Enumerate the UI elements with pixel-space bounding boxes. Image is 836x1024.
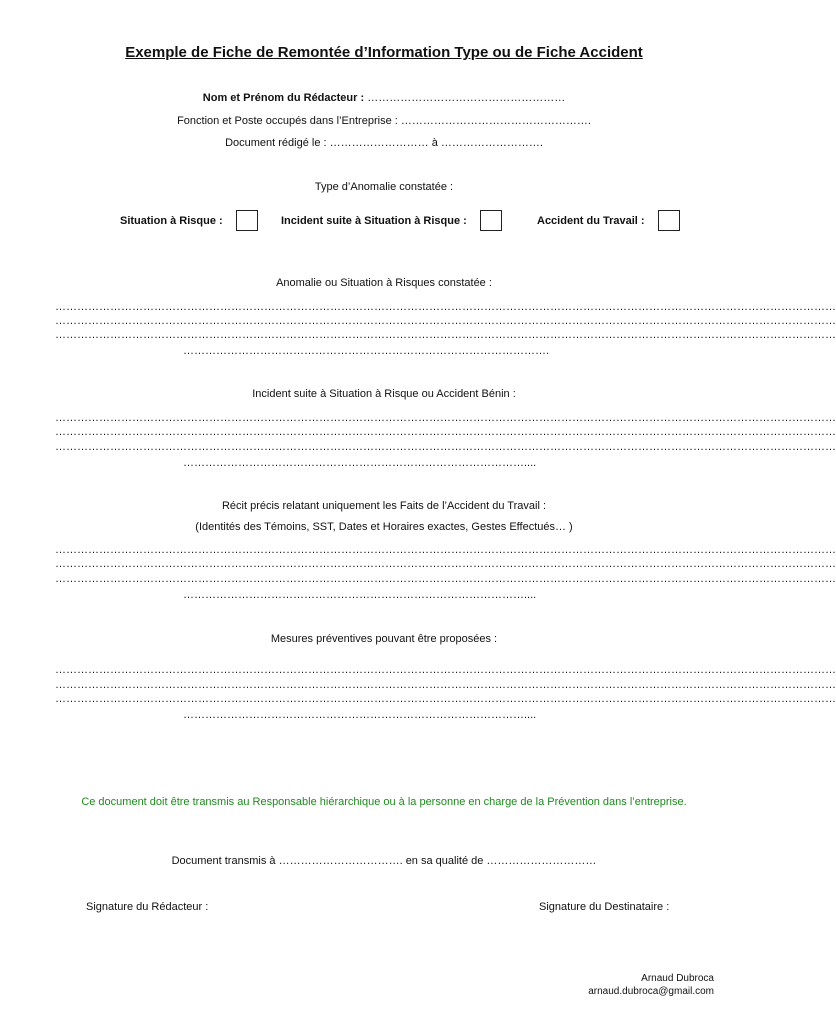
- situation-risque-label: Situation à Risque :: [120, 214, 223, 227]
- recit-line-short[interactable]: …………………………………………………………………………………....: [183, 589, 537, 601]
- transmis-line: [0, 855, 768, 867]
- anomalie-line[interactable]: ……………………………………………………………………………………………………………………………………………………………………………………………: [55, 315, 836, 327]
- incident-line[interactable]: ……………………………………………………………………………………………………………………………………………………………………………………………: [55, 412, 836, 424]
- qualite-label: en sa qualité de: [405, 855, 484, 867]
- transmis-field[interactable]: …………………………….: [278, 855, 403, 867]
- accident-label: Accident du Travail :: [537, 214, 645, 227]
- mesures-line[interactable]: ……………………………………………………………………………………………………………………………………………………………………………………………: [55, 664, 836, 676]
- signature-destinataire-label: Signature du Destinataire :: [539, 901, 670, 913]
- anomalie-line[interactable]: ……………………………………………………………………………………………………………………………………………………………………………………………: [55, 329, 836, 341]
- redacteur-field[interactable]: ………………………………………………: [367, 92, 566, 104]
- document-title: Exemple de Fiche de Remontée d’Information Type ou de Fiche Accident: [125, 44, 643, 61]
- incident-checkbox[interactable]: [480, 210, 502, 231]
- incident-line-short[interactable]: …………………………………………………………………………………....: [183, 457, 537, 469]
- type-anomalie-label: Type d’Anomalie constatée :: [314, 181, 454, 193]
- anomalie-line-short[interactable]: ……………………………………………………………………………………….: [183, 345, 550, 357]
- redacteur-line: [0, 92, 768, 104]
- redacteur-label: Nom et Prénom du Rédacteur :: [202, 92, 365, 104]
- transmission-notice: Ce document doit être transmis au Responsable hiérarchique ou à la personne en charge de la Prévention dans l’entreprise.: [81, 796, 687, 808]
- a-label: à: [431, 137, 438, 149]
- recit-line[interactable]: ……………………………………………………………………………………………………………………………………………………………………………………………: [55, 573, 836, 585]
- incident-line[interactable]: ……………………………………………………………………………………………………………………………………………………………………………………………: [55, 441, 836, 453]
- anomaly-type-checkboxes: [0, 210, 768, 234]
- recit-line[interactable]: ……………………………………………………………………………………………………………………………………………………………………………………………: [55, 558, 836, 570]
- author-email: arnaud.dubroca@gmail.com: [588, 986, 714, 997]
- signature-redacteur-label: Signature du Rédacteur :: [86, 901, 209, 913]
- mesures-section-label: Mesures préventives pouvant être proposées :: [270, 633, 498, 645]
- recit-section-sublabel: (Identités des Témoins, SST, Dates et Horaires exactes, Gestes Effectués… ): [195, 521, 573, 533]
- author-block: [588, 972, 714, 998]
- incident-label: Incident suite à Situation à Risque :: [281, 214, 467, 227]
- fonction-label: Fonction et Poste occupés dans l’Entreprise :: [177, 115, 398, 127]
- mesures-line[interactable]: ……………………………………………………………………………………………………………………………………………………………………………………………: [55, 679, 836, 691]
- mesures-line-short[interactable]: …………………………………………………………………………………....: [183, 709, 537, 721]
- anomalie-line[interactable]: ……………………………………………………………………………………………………………………………………………………………………………………………: [55, 301, 836, 313]
- document-date-label: Document rédigé le :: [225, 137, 327, 149]
- accident-checkbox[interactable]: [658, 210, 680, 231]
- incident-line[interactable]: ……………………………………………………………………………………………………………………………………………………………………………………………: [55, 426, 836, 438]
- situation-risque-option: [120, 210, 258, 231]
- recit-line[interactable]: ……………………………………………………………………………………………………………………………………………………………………………………………: [55, 544, 836, 556]
- accident-option: [537, 210, 680, 231]
- author-name: Arnaud Dubroca: [641, 973, 714, 984]
- fonction-field[interactable]: …………………………………………….: [400, 115, 591, 127]
- anomalie-section-label: Anomalie ou Situation à Risques constatée :: [276, 277, 492, 289]
- document-date-line: [0, 137, 768, 149]
- transmis-label: Document transmis à: [171, 855, 276, 867]
- fonction-line: [0, 115, 768, 127]
- recit-section-label: Récit précis relatant uniquement les Faits de l’Accident du Travail :: [221, 500, 547, 512]
- date-field[interactable]: ………………………: [329, 137, 429, 149]
- place-field[interactable]: ……………………….: [440, 137, 543, 149]
- situation-risque-checkbox[interactable]: [236, 210, 258, 231]
- incident-option: [281, 210, 502, 231]
- mesures-line[interactable]: ……………………………………………………………………………………………………………………………………………………………………………………………: [55, 693, 836, 705]
- qualite-field[interactable]: …………………………: [486, 855, 597, 867]
- incident-section-label: Incident suite à Situation à Risque ou Accident Bénin :: [252, 388, 516, 400]
